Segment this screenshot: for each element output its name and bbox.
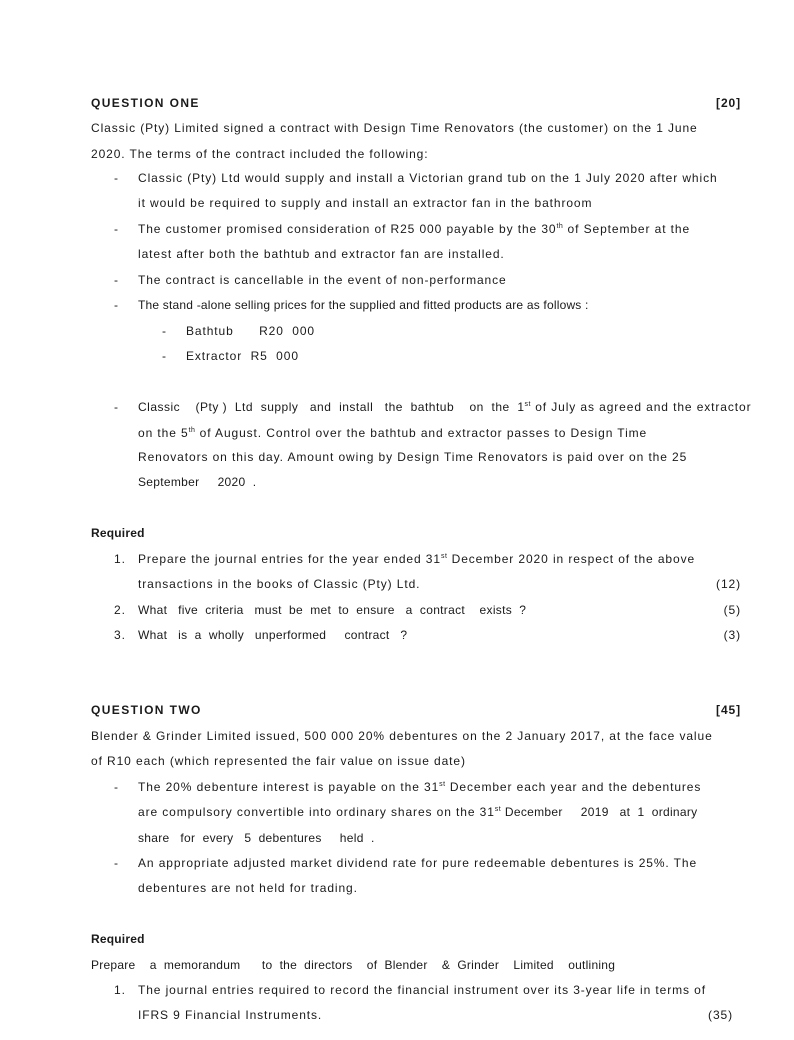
q2-bullet-1-line-2: are compulsory convertible into ordinary shares on the 31st December 2019 at 1 ordinary [138, 805, 698, 819]
q1-bullet-5-line-3: Renovators on this day. Amount owing by Design Time Renovators is paid over on the 25 [138, 450, 688, 464]
q1-required-3-marks: (3) [723, 628, 741, 642]
q1-required-3-text: What is a wholly unperformed contract ? [138, 628, 408, 642]
q2-bullet-2-line-1: An appropriate adjusted market dividend rate for pure redeemable debentures is 25%. The [138, 856, 698, 870]
q2-required-heading: Required [91, 932, 145, 946]
q1-sub-bullet-extractor: Extractor R5 000 [186, 349, 299, 363]
q1-bullet-4: The stand -alone selling prices for the supplied and fitted products are as follows : [138, 298, 589, 312]
q2-intro-line-1: Blender & Grinder Limited issued, 500 000 20% debentures on the 2 January 2017, at the face value [91, 729, 713, 743]
q2-required-1-marks: (35) [708, 1008, 733, 1022]
q1-required-1-line-1: Prepare the journal entries for the year ended 31st December 2020 in respect of the above [138, 552, 696, 566]
question-one-marks: [20] [716, 96, 741, 110]
bullet-marker: - [114, 298, 119, 312]
q1-required-3-number: 3. [114, 628, 126, 642]
bullet-marker: - [114, 780, 119, 794]
q1-required-1-number: 1. [114, 552, 126, 566]
q2-required-1-line-2: IFRS 9 Financial Instruments. [138, 1008, 323, 1022]
q2-required-1-number: 1. [114, 983, 126, 997]
q2-intro-line-2: of R10 each (which represented the fair value on issue date) [91, 754, 466, 768]
q1-required-1-marks: (12) [716, 577, 741, 591]
q1-required-heading: Required [91, 526, 145, 540]
bullet-marker: - [162, 324, 167, 338]
q1-sub-bullet-bathtub: Bathtub R20 000 [186, 324, 315, 338]
q1-bullet-2-line-1: The customer promised consideration of R25 000 payable by the 30th of September at the [138, 222, 691, 236]
q1-required-1-line-2: transactions in the books of Classic (Pty) Ltd. [138, 577, 421, 591]
q1-bullet-2-line-2: latest after both the bathtub and extractor fan are installed. [138, 247, 505, 261]
bullet-marker: - [114, 171, 119, 185]
q2-required-1-line-1: The journal entries required to record the financial instrument over its 3-year life in terms of [138, 983, 706, 997]
bullet-marker: - [114, 400, 119, 414]
q1-bullet-1-line-1: Classic (Pty) Ltd would supply and install a Victorian grand tub on the 1 July 2020 after which [138, 171, 718, 185]
q1-bullet-5-line-4: September 2020 . [138, 475, 257, 489]
q1-required-2-marks: (5) [723, 603, 741, 617]
q2-bullet-2-line-2: debentures are not held for trading. [138, 881, 358, 895]
q1-required-2-text: What five criteria must be met to ensure a contract exists ? [138, 603, 527, 617]
q1-bullet-1-line-2: it would be required to supply and install an extractor fan in the bathroom [138, 196, 593, 210]
bullet-marker: - [114, 273, 119, 287]
q1-bullet-5-line-2: on the 5th of August. Control over the bathtub and extractor passes to Design Time [138, 426, 648, 440]
q1-bullet-3: The contract is cancellable in the event of non-performance [138, 273, 507, 287]
bullet-marker: - [162, 349, 167, 363]
q1-intro-line-1: Classic (Pty) Limited signed a contract with Design Time Renovators (the customer) on the 1 June [91, 121, 698, 135]
question-two-marks: [45] [716, 703, 741, 717]
q1-bullet-5-line-1: Classic (Pty ) Ltd supply and install the bathtub on the 1st of July as agreed and the extractor [138, 400, 752, 414]
q2-bullet-1-line-1: The 20% debenture interest is payable on the 31st December each year and the debentures [138, 780, 702, 794]
question-two-title: QUESTION TWO [91, 703, 202, 717]
bullet-marker: - [114, 856, 119, 870]
q2-prepare-line: Prepare a memorandum to the directors of Blender & Grinder Limited outlining [91, 958, 616, 972]
q1-required-2-number: 2. [114, 603, 126, 617]
q2-bullet-1-line-3: share for every 5 debentures held . [138, 831, 375, 845]
bullet-marker: - [114, 222, 119, 236]
question-one-title: QUESTION ONE [91, 96, 200, 110]
q1-intro-line-2: 2020. The terms of the contract included the following: [91, 147, 429, 161]
